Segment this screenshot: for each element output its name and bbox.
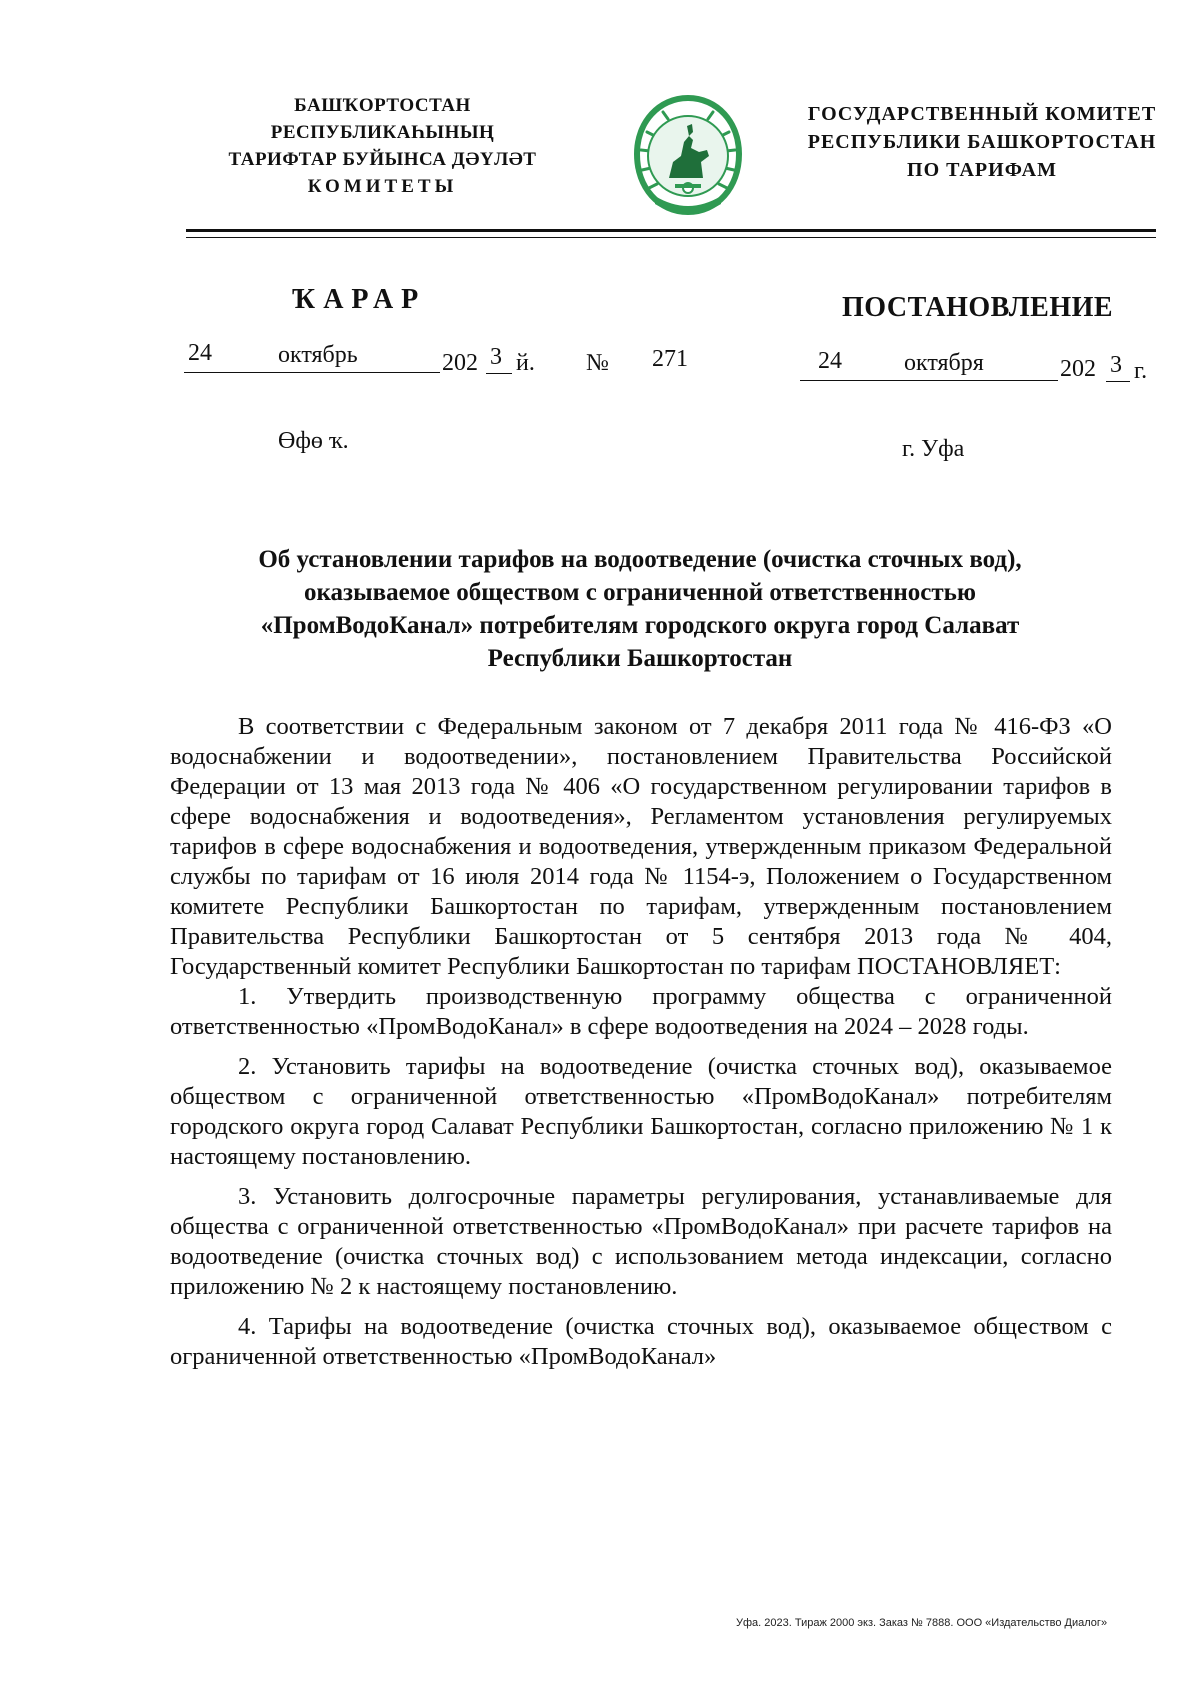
header-right-line-3: ПО ТАРИФАМ <box>907 159 1057 181</box>
header-left-line-1: БАШҠОРТОСТАН РЕСПУБЛИКАҺЫНЫҢ <box>270 95 495 143</box>
print-footer: Уфа. 2023. Тираж 2000 экз. Заказ № 7888. ООО «Издательство Диалог» <box>736 1617 1108 1629</box>
item-2-paragraph: 2. Установить тарифы на водоотведение (очистка сточных вод), оказываемое обществом с ограниченной ответственностью «ПромВодоКанал» потребителям городского округа город Салават Республики Башкортостан, согласно приложению № 1 к настоящему постановлению. <box>170 1053 1112 1170</box>
title-line-2: оказываемое обществом с ограниченной ответственностью <box>304 579 976 606</box>
header-left-line-3: КОМИТЕТЫ <box>307 176 458 197</box>
document-title <box>170 543 1110 675</box>
title-postanovlenie: ПОСТАНОВЛЕНИЕ <box>842 292 1114 323</box>
title-line-1: Об установлении тарифов на водоотведение (очистка сточных вод), <box>258 546 1022 573</box>
right-date-month: октября <box>904 350 984 376</box>
left-date-month: октябрь <box>278 342 358 368</box>
left-date-year-suffix: 3 <box>490 344 502 370</box>
number-sign: № <box>586 350 609 376</box>
decree-number: 271 <box>652 346 688 372</box>
city-right: г. Уфа <box>902 436 965 462</box>
body-text <box>170 712 1112 1372</box>
left-year-underline <box>486 373 512 374</box>
bashkortostan-emblem-icon <box>629 92 747 228</box>
left-date-unit: й. <box>516 350 535 376</box>
right-date-day: 24 <box>818 348 842 374</box>
right-year-underline <box>1106 381 1130 382</box>
left-date-day: 24 <box>188 340 212 366</box>
right-date-year-suffix: 3 <box>1110 352 1122 378</box>
header-right-line-2: РЕСПУБЛИКИ БАШКОРТОСТАН <box>807 131 1157 153</box>
right-date-unit: г. <box>1134 358 1148 384</box>
title-line-4: Республики Башкортостан <box>487 645 793 672</box>
header-right-russian <box>792 100 1172 184</box>
header-rule-thick <box>186 229 1156 232</box>
header-rule-thin <box>186 237 1156 238</box>
title-line-3: «ПромВодоКанал» потребителям городского округа город Салават <box>260 612 1020 639</box>
left-date-year-prefix: 202 <box>442 350 478 376</box>
header-left-line-2: ТАРИФТАР БУЙЫНСА ДӘҮЛӘТ <box>228 149 537 170</box>
item-3-paragraph: 3. Установить долгосрочные параметры регулирования, устанавливаемые для общества с ограниченной ответственностью «ПромВодоКанал» при расчете тарифов на водоотведение (очистка сточных вод) с использованием метода индексации, согласно приложению № 2 к настоящему постановлению. <box>170 1183 1112 1300</box>
title-karar: ҠАРАР <box>292 284 427 315</box>
city-left: Өфө ҡ. <box>278 428 349 454</box>
header-left-bashkir <box>180 92 585 200</box>
left-date-underline <box>184 372 440 373</box>
item-1-paragraph: 1. Утвердить производственную программу общества с ограниченной ответственностью «ПромВодоКанал» в сфере водоотведения на 2024 – 2028 годы. <box>170 983 1112 1040</box>
right-date-underline <box>800 380 1058 381</box>
header-right-line-1: ГОСУДАРСТВЕННЫЙ КОМИТЕТ <box>807 103 1157 125</box>
item-4-paragraph: 4. Тарифы на водоотведение (очистка сточных вод), оказываемое обществом с ограниченной ответственностью «ПромВодоКанал» <box>170 1313 1112 1370</box>
preamble-paragraph: В соответствии с Федеральным законом от 7 декабря 2011 года № 416-ФЗ «О водоснабжении и водоотведении», постановлением Правительства Российской Федерации от 13 мая 2013 года № 406 «О государственном регулировании тарифов в сфере водоснабжения и водоотведения», Регламентом установления регулируемых тарифов в сфере водоснабжения и водоотведения, утвержденным приказом Федеральной службы по тарифам от 16 июля 2014 года № 1154-э, Положением о Государственном комитете Республики Башкортостан по тарифам, утвержденным постановлением Правительства Республики Башкортостан от 5 сентября 2013 года № 404, Государственный комитет Республики Башкортостан по тарифам ПОСТАНОВЛЯЕТ: <box>170 713 1112 980</box>
right-date-year-prefix: 202 <box>1060 356 1096 382</box>
